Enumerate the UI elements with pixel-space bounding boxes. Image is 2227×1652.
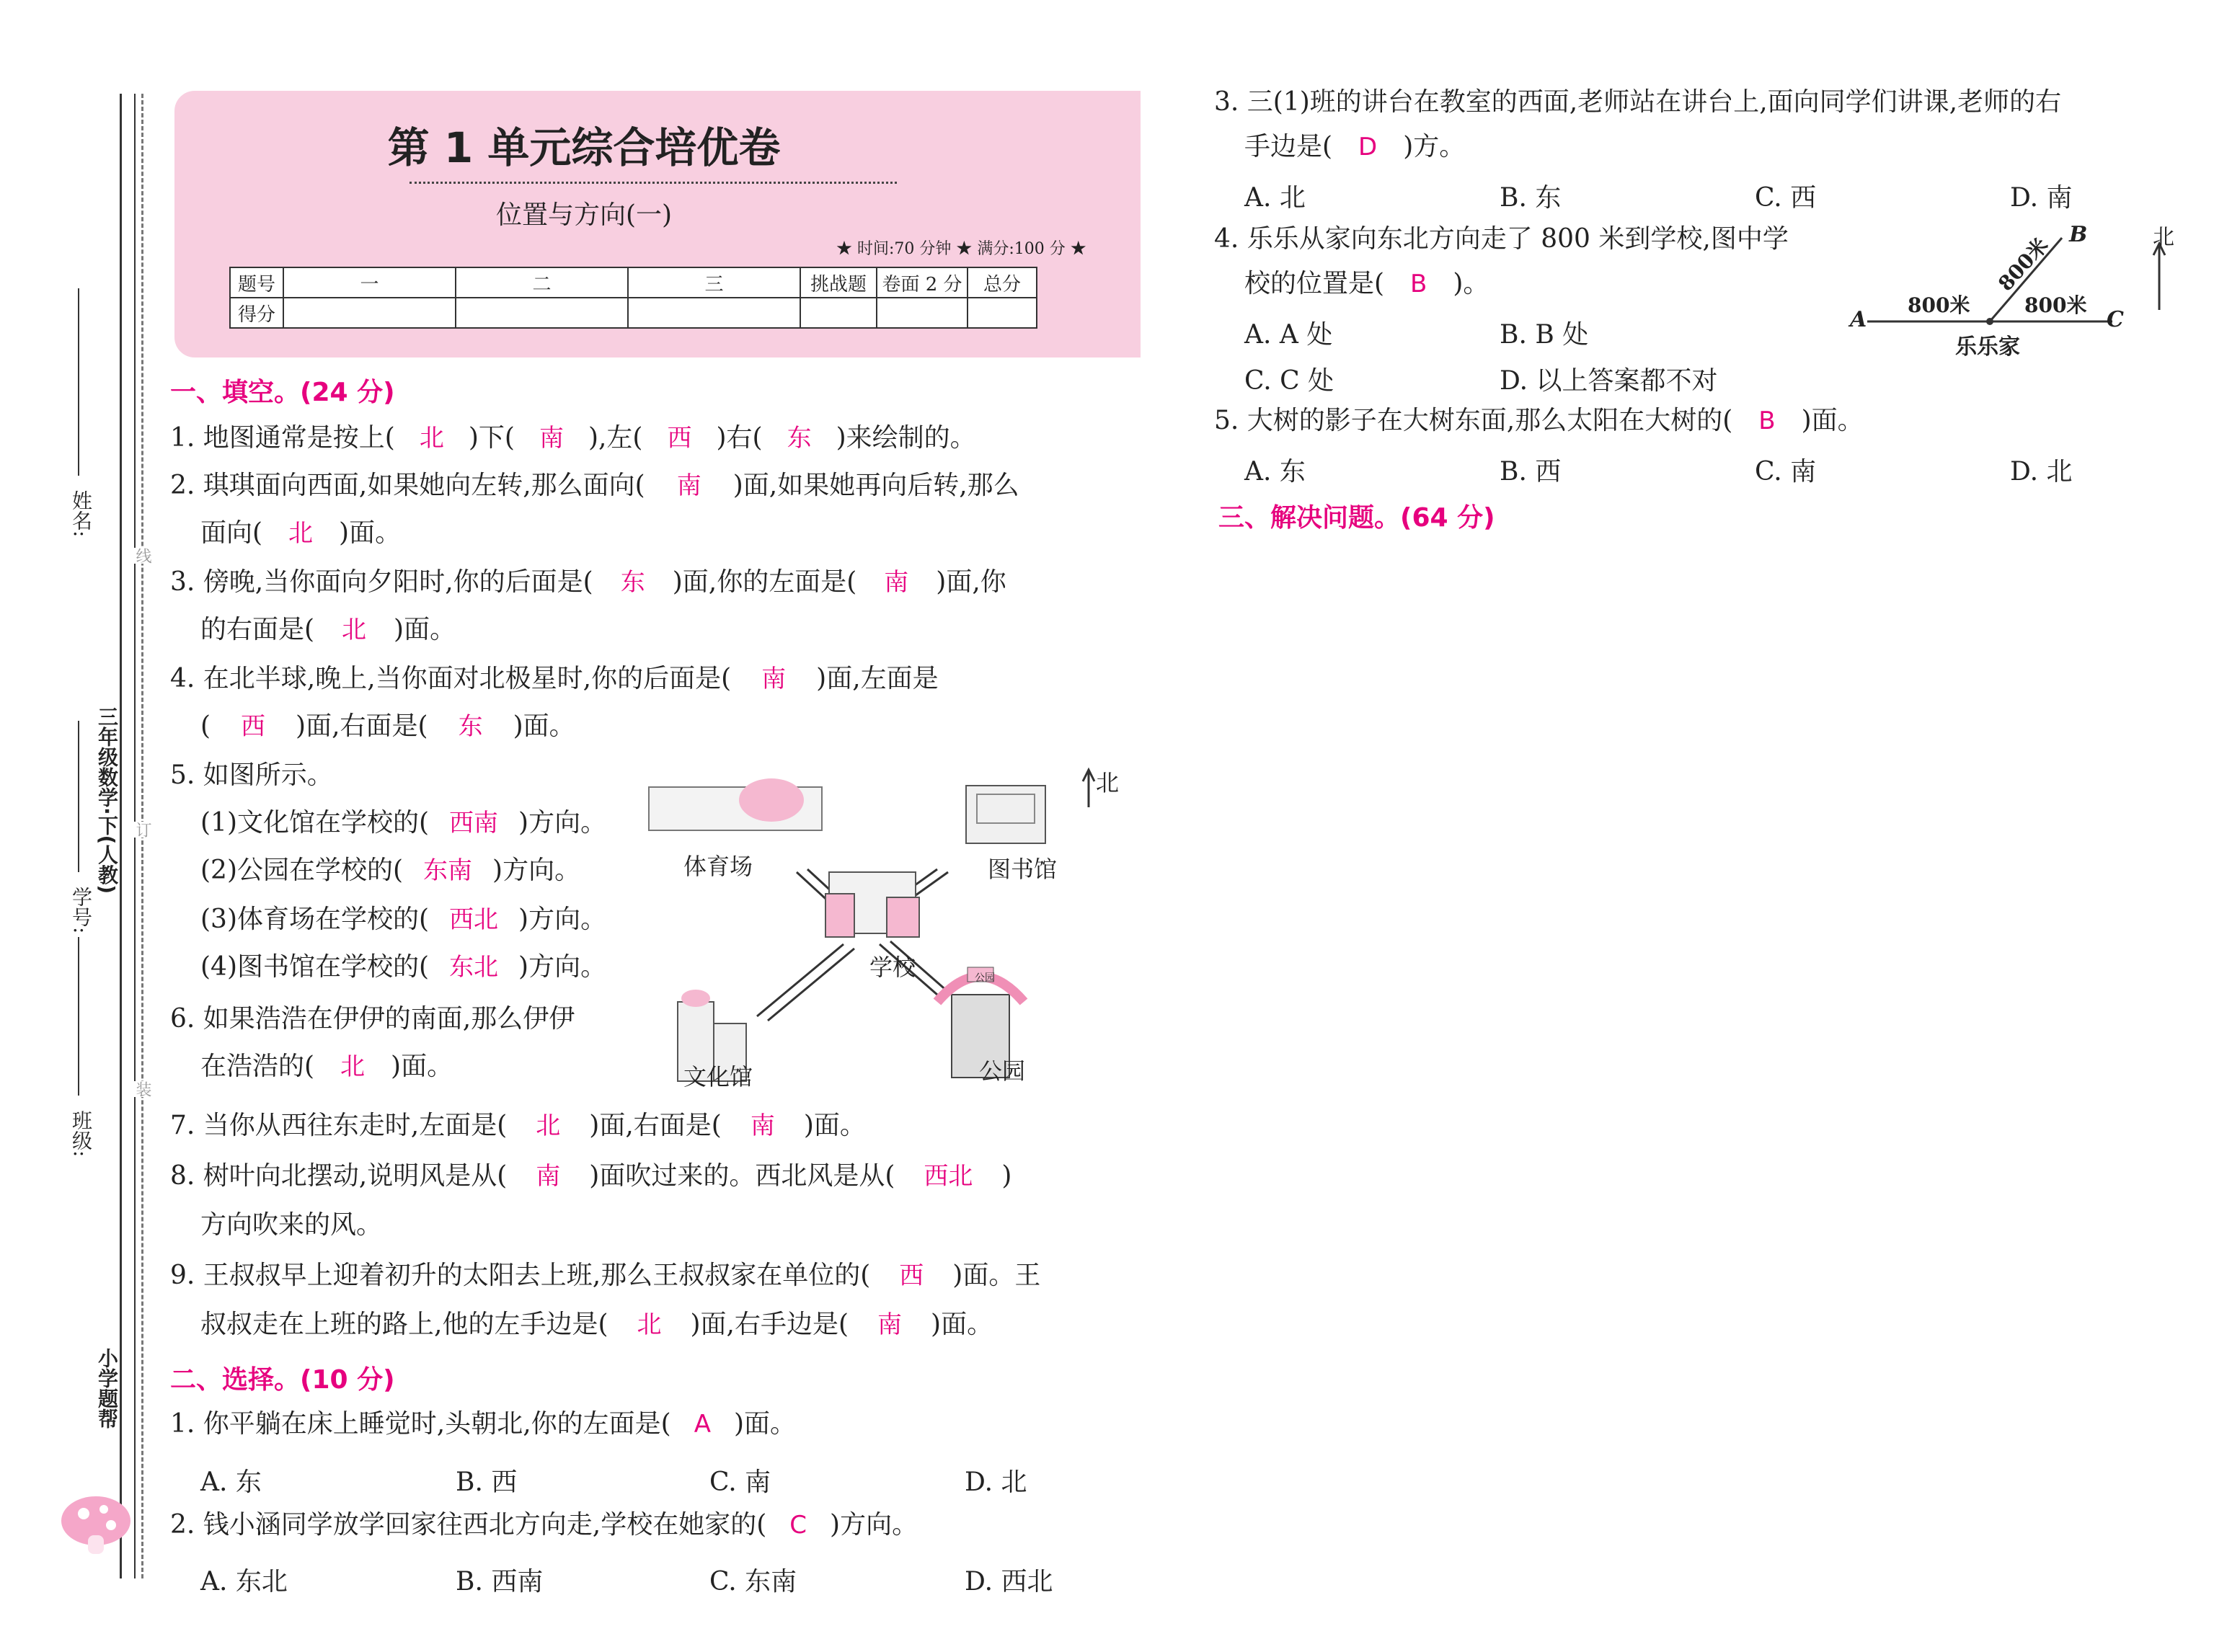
q5-text: (4)图书馆在学校的( [200,952,430,982]
q7-text: )面。 [803,1111,866,1140]
choice-q1-text: )面。 [734,1409,797,1439]
score-cell: 一 [283,267,456,298]
q5-map-culture-label: 文化馆 [683,1063,753,1091]
score-input-cell[interactable] [877,298,968,328]
q3-text: )面,你 [936,567,1006,597]
question-2-line2 [200,518,401,549]
q9-text: )面。 [931,1310,993,1339]
choice-q4-option-c: C. C 处 [1244,366,1334,396]
choice-q4-option-d: D. 以上答案都不对 [1500,366,1718,396]
q4-distance-left: 800米 [1908,293,1970,317]
score-input-cell[interactable] [800,298,877,328]
id-underline [78,721,79,872]
question-2 [170,470,1019,502]
q3-answer-1: 东 [620,568,645,597]
choice-q2-answer: C [789,1511,807,1540]
q5-text: )方向。 [518,808,607,838]
question-9 [170,1260,1040,1292]
q9-text: 叔叔走在上班的路上,他的左手边是( [200,1310,608,1339]
q3-text: )面,你的左面是( [672,567,857,597]
q4-answer-1: 南 [761,665,787,693]
q3-text: )面。 [394,615,456,644]
choice-q3-option-d: D. 南 [2010,183,2073,213]
q1-text: )右( [716,423,763,453]
choice-q5-option-d: D. 北 [2010,457,2073,487]
choice-q3-option-c: C. 西 [1755,183,1817,213]
q5-answer-4: 东北 [449,953,499,982]
cut-mark-line: 线 [131,548,154,564]
q5-map-school-label: 学校 [869,954,916,981]
score-cell: 得分 [230,298,283,328]
choice-q3-answer: D [1358,133,1378,161]
q2-answer-2: 北 [288,519,314,548]
q9-text: )面。王 [952,1261,1041,1290]
q4-text: ( [200,711,211,741]
choice-q5-text: 5. 大树的影子在大树东面,那么太阳在大树的( [1214,406,1733,435]
q1-answer-3: 西 [667,424,692,453]
q4-label-c: C [2107,307,2124,332]
q8-answer-1: 南 [536,1162,561,1191]
score-header-row [230,267,1037,298]
choice-q5-option-c: C. 南 [1755,457,1817,487]
choice-question-3-line2 [1244,131,1465,163]
question-5-sub3 [200,904,606,936]
q1-text: ),左( [588,423,643,453]
question-5-sub4 [200,951,606,983]
q5-answer-2: 东南 [423,856,473,885]
q2-answer-1: 南 [676,471,701,500]
grade-label: 三年级数学·下(人教) [95,706,119,894]
q7-answer-2: 南 [750,1111,775,1140]
cut-mark-ding: 订 [131,822,154,838]
class-underline [78,937,79,1096]
choice-q1-text: 1. 你平躺在床上睡觉时,头朝北,你的左面是( [170,1409,671,1439]
question-6: 6. 如果浩浩在伊伊的南面,那么伊伊 [170,1004,575,1034]
section3-heading: 三、解决问题。(64 分) [1218,503,1495,533]
q9-text: )面,右手边是( [690,1310,849,1339]
question-5: 5. 如图所示。 [170,760,333,790]
class-label: 班级: [69,1110,93,1158]
q6-text: )面。 [391,1052,453,1081]
q2-text: 面向( [200,518,263,548]
choice-q2-option-b: B. 西南 [456,1567,544,1597]
choice-q2-option-d: D. 西北 [965,1567,1053,1597]
choice-q3-text: 手边是( [1244,132,1333,161]
q5-text: )方向。 [518,905,607,934]
choice-q3-option-b: B. 东 [1500,183,1562,213]
score-input-cell[interactable] [456,298,628,328]
q9-text: 9. 王叔叔早上迎着初升的太阳去上班,那么王叔叔家在单位的( [170,1261,871,1290]
score-cell: 卷面 2 分 [877,267,968,298]
q4-label-a: A [1850,307,1867,332]
score-cell: 题号 [230,267,283,298]
title-divider [409,182,897,184]
q5-text: )方向。 [492,856,581,885]
q2-text: 2. 琪琪面向西面,如果她向左转,那么面向( [170,471,645,500]
q4-answer-3: 东 [458,712,483,741]
q9-answer-3: 南 [877,1310,903,1339]
q7-text: 7. 当你从西往东走时,左面是( [170,1111,508,1140]
exam-meta: ★ 时间:70 分钟 ★ 满分:100 分 ★ [836,240,1086,258]
q5-text: (2)公园在学校的( [200,856,404,885]
choice-question-4: 4. 乐乐从家向东北方向走了 800 米到学校,图中学 [1214,224,1789,254]
q1-answer-2: 南 [539,424,564,453]
question-3-line2 [200,614,456,646]
page-title: 第 1 单元综合培优卷 [387,123,781,172]
question-5-sub1 [200,807,606,839]
q3-answer-3: 北 [342,616,367,644]
brand-label: 小学题帮 [95,1348,119,1429]
id-label: 学号: [69,887,93,934]
q5-text: (1)文化馆在学校的( [200,808,430,838]
score-table [229,267,1037,329]
question-8 [170,1160,1011,1192]
q9-answer-1: 西 [899,1261,924,1290]
choice-q2-text: )方向。 [830,1510,918,1540]
q8-text: 8. 树叶向北摆动,说明风是从( [170,1161,508,1191]
q1-answer-1: 北 [419,424,444,453]
choice-q5-option-b: B. 西 [1500,457,1562,487]
q5-map-library-label: 图书馆 [988,856,1058,883]
choice-q1-option-d: D. 北 [965,1467,1027,1497]
choice-q4-text: 校的位置是( [1244,269,1385,298]
choice-question-2 [170,1509,918,1541]
choice-q2-option-c: C. 东南 [709,1567,797,1597]
q1-text: )来绘制的。 [836,423,976,453]
choice-q4-option-b: B. B 处 [1500,320,1589,350]
score-cell: 三 [628,267,800,298]
q4-distance-right: 800米 [2024,293,2087,317]
q6-answer-1: 北 [340,1052,366,1081]
mushroom-logo-icon [56,1492,136,1560]
q1-text: )下( [468,423,515,453]
q3-text: 的右面是( [200,615,315,644]
choice-q1-option-a: A. 东 [200,1467,262,1497]
choice-question-1 [170,1408,796,1440]
q5-map-north-label: 北 [1096,769,1120,796]
choice-q5-text: )面。 [1801,406,1864,435]
q8-text: ) [1001,1161,1012,1191]
q4-text: )面,右面是( [296,711,428,741]
question-6-line2 [200,1051,453,1083]
question-3 [170,567,1006,598]
question-4 [170,663,939,695]
choice-q1-option-b: B. 西 [456,1467,518,1497]
q5-map [634,764,1154,1103]
q6-text: 在浩浩的( [200,1052,315,1081]
q4-text: )面,左面是 [816,664,939,693]
q3-answer-2: 南 [884,568,909,597]
q7-text: )面,右面是( [589,1111,722,1140]
q5-map-gym-label: 体育场 [683,853,753,880]
q4-label-b: B [2069,222,2088,247]
q8-text: )面吹过来的。西北风是从( [589,1161,895,1191]
question-7 [170,1110,866,1142]
score-input-cell[interactable] [628,298,800,328]
question-4-line2 [200,711,575,742]
choice-q5-answer: B [1758,407,1776,435]
score-cell: 总分 [968,267,1037,298]
q4-north-label: 北 [2153,225,2174,250]
choice-question-4-line2 [1244,268,1489,300]
q4-answer-2: 西 [241,712,266,741]
choice-q2-option-a: A. 东北 [200,1567,288,1597]
choice-q4-text: )。 [1453,269,1489,298]
q3-text: 3. 傍晚,当你面向夕阳时,你的后面是( [170,567,593,597]
score-cell: 挑战题 [800,267,877,298]
choice-q3-text: )方。 [1403,132,1466,161]
section2-heading: 二、选择。(10 分) [170,1365,395,1395]
q4-distance-diagonal: 800米 [1993,233,2053,296]
q5-answer-3: 西北 [449,905,499,934]
q1-text: 1. 地图通常是按上( [170,423,395,453]
q4-text: )面。 [513,711,575,741]
name-label: 姓名: [69,490,93,538]
choice-q1-answer: A [694,1410,711,1439]
name-underline [78,288,79,476]
question-8-line2: 方向吹来的风。 [200,1210,383,1240]
section1-heading: 一、填空。(24 分) [170,378,395,407]
choice-q3-option-a: A. 北 [1244,183,1306,213]
choice-q4-answer: B [1410,270,1427,298]
choice-q2-text: 2. 钱小涵同学放学回家往西北方向走,学校在她家的( [170,1510,767,1540]
score-cell: 二 [456,267,628,298]
q7-answer-1: 北 [536,1111,561,1140]
q5-map-park-label: 公园 [979,1057,1026,1085]
q1-answer-4: 东 [787,424,812,453]
page-subtitle: 位置与方向(一) [495,200,673,230]
choice-q5-option-a: A. 东 [1244,457,1306,487]
score-input-cell[interactable] [283,298,456,328]
q5-map-park-gate-label: 公园 [975,972,995,984]
question-5-sub2 [200,855,580,887]
question-9-line2 [200,1309,993,1341]
choice-question-3: 3. 三(1)班的讲台在教室的西面,老师站在讲台上,面向同学们讲课,老师的右 [1214,87,2062,117]
score-input-cell[interactable] [968,298,1037,328]
q2-text: )面,如果她再向后转,那么 [732,471,1019,500]
q2-text: )面。 [339,518,402,548]
q4-text: 4. 在北半球,晚上,当你面对北极星时,你的后面是( [170,664,732,693]
question-1 [170,422,976,454]
q4-home-label: 乐乐家 [1955,334,2020,360]
q5-answer-1: 西南 [449,809,499,838]
cut-mark-zhuang: 装 [131,1081,154,1097]
choice-q4-option-a: A. A 处 [1244,320,1333,350]
q5-text: (3)体育场在学校的( [200,905,430,934]
choice-q1-option-c: C. 南 [709,1467,771,1497]
q9-answer-2: 北 [637,1310,662,1339]
choice-question-5 [1214,405,1864,437]
q8-answer-2: 西北 [924,1162,973,1191]
score-value-row [230,298,1037,328]
q5-text: )方向。 [518,952,607,982]
